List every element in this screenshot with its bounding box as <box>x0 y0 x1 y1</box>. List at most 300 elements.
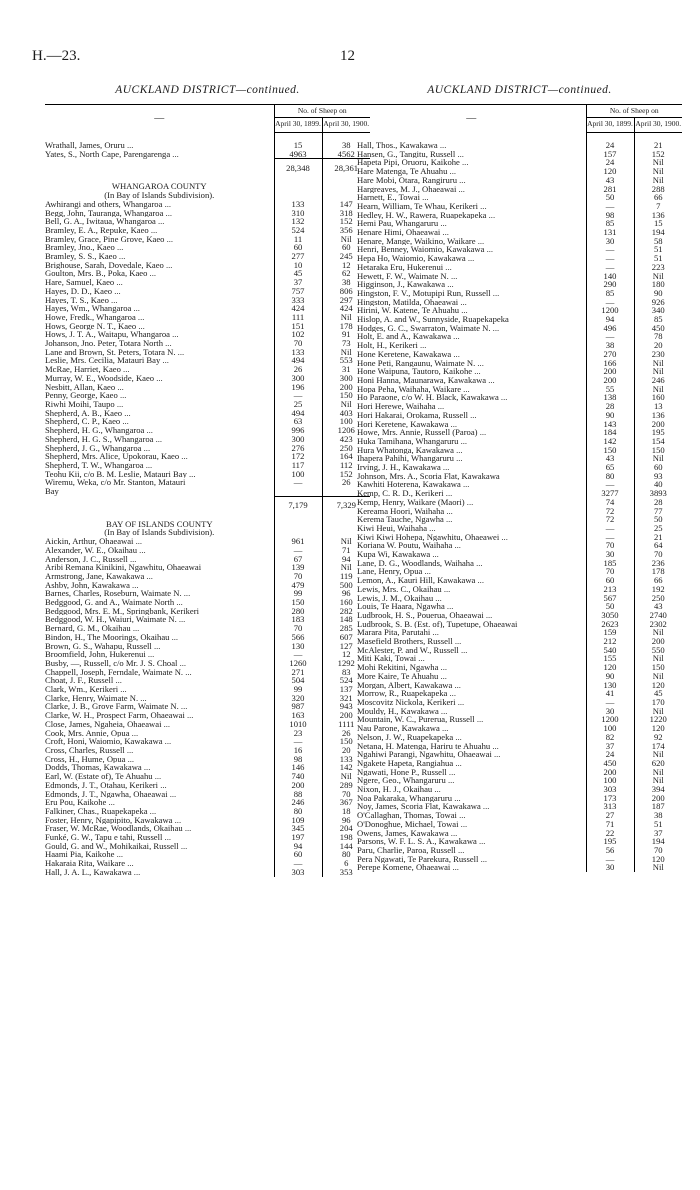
sheep-1900: Nil <box>634 750 682 759</box>
owner-name-text: Hayes, T. S., Kaeo <box>45 295 109 305</box>
leader-dots: ... <box>444 506 453 516</box>
table-row <box>45 478 370 487</box>
leader-dots: ... <box>182 824 192 834</box>
table-row <box>45 322 370 331</box>
leader-dots: ... <box>491 750 501 759</box>
total-label <box>45 496 274 512</box>
sheep-1899: 38 <box>586 341 634 350</box>
leader-dots: ... <box>143 460 153 470</box>
district-heading: AUCKLAND DISTRICT—continued. <box>427 84 612 96</box>
table-row <box>357 811 682 820</box>
owner-name <box>357 437 586 446</box>
sheep-1900: 83 <box>322 668 370 677</box>
owner-name-text: Holt, H., Kerikeri <box>357 341 418 350</box>
leader-dots: ... <box>443 489 453 498</box>
sheep-1899: — <box>586 245 634 254</box>
table-row <box>357 185 682 194</box>
sheep-1899: 15 <box>274 141 322 150</box>
table-row <box>45 252 370 261</box>
owner-name <box>45 772 274 781</box>
sheep-1900: Nil <box>634 654 682 663</box>
name-column-header: — <box>357 105 586 133</box>
leader-dots: ... <box>437 141 447 150</box>
owner-name-text: Lane, D. G., Woodlands, Waihaha <box>357 558 474 568</box>
owner-name <box>45 209 274 218</box>
sheep-1900: 94 <box>322 555 370 564</box>
table-row <box>45 842 370 851</box>
sheep-1899: 246 <box>274 798 322 807</box>
sheep-1900: 500 <box>322 581 370 590</box>
sheep-1900: 62 <box>322 269 370 278</box>
leader-dots: ... <box>458 819 468 829</box>
sheep-1899: 43 <box>586 176 634 185</box>
sheep-1900: Nil <box>322 313 370 322</box>
owner-name-text: Lewis, Mrs. C., Okaihau <box>357 584 442 594</box>
owner-name <box>357 524 586 533</box>
leader-dots: ... <box>163 260 173 270</box>
owner-name-text: Hepa Ho, Waiomio, Kawakawa <box>357 254 466 263</box>
owner-name-text: Broomfield, John, Hukerenui <box>45 650 146 659</box>
sheep-1900: 192 <box>634 585 682 594</box>
owner-name <box>357 211 586 220</box>
sheep-1900: 150 <box>322 737 370 746</box>
sheep-1899: — <box>274 737 322 746</box>
sheep-1899: 142 <box>586 437 634 446</box>
owner-name <box>45 470 274 479</box>
leader-dots: ... <box>448 271 458 281</box>
sheep-1899: 494 <box>274 356 322 365</box>
owner-name-text: Hayes, D. D., Kaeo <box>45 286 113 296</box>
leader-dots: ... <box>473 558 483 568</box>
table-row <box>45 417 370 426</box>
owner-name-text: Pera Ngawati, Te Parekura, Russell <box>357 854 479 864</box>
owner-name <box>357 324 586 333</box>
table-row <box>357 428 682 437</box>
sheep-1899: 961 <box>274 537 322 546</box>
leader-dots: ... <box>444 602 454 611</box>
sheep-1899: 111 <box>274 313 322 322</box>
table-row <box>357 724 682 733</box>
leader-dots: ... <box>144 426 153 435</box>
table-row <box>45 339 370 348</box>
owner-name-text: Hewett, F. W., Waimate N. <box>357 271 449 281</box>
sheep-1899: 90 <box>586 672 634 681</box>
owner-name <box>357 454 586 463</box>
leader-dots: ... <box>459 158 469 168</box>
leader-dots: ... <box>445 280 454 289</box>
owner-name-text: Edmonds, J. T., Ngawha, Ohaeawai <box>45 789 168 799</box>
spacer-row <box>357 133 682 142</box>
owner-name <box>357 733 586 742</box>
sheep-1900: 70 <box>322 790 370 799</box>
table-row <box>357 646 682 655</box>
sheep-1899: 200 <box>586 768 634 777</box>
owner-name-text: Hare Matenga, Te Ahuahu <box>357 167 448 176</box>
owner-name <box>357 515 586 524</box>
sheep-1900: 136 <box>634 411 682 420</box>
leader-dots: ... <box>169 632 179 642</box>
owner-name <box>45 781 274 790</box>
leader-dots: ... <box>438 663 447 672</box>
table-row <box>45 755 370 764</box>
sheep-1900: 60 <box>634 463 682 472</box>
sheep-1900: 174 <box>634 742 682 751</box>
sheep-1900: 21 <box>634 141 682 150</box>
owner-name <box>45 417 274 426</box>
owner-name-text: Higginson, J., Kawakawa <box>357 280 446 289</box>
sheep-1900: Nil <box>634 776 682 785</box>
sheep-1900: 926 <box>634 298 682 307</box>
leader-dots: ... <box>448 828 458 838</box>
sheep-group-header: No. of Sheep on <box>586 105 682 118</box>
leader-dots: ... <box>137 545 146 555</box>
leader-dots: ... <box>452 680 461 690</box>
sheep-1899: 150 <box>274 598 322 607</box>
leader-dots: ... <box>162 833 171 842</box>
table-row <box>357 298 682 307</box>
owner-name-text: Bedggood, W. H., Waiuri, Waimate N. <box>45 615 177 625</box>
sheep-1900: 70 <box>634 846 682 855</box>
sheep-1900: 85 <box>634 315 682 324</box>
sheep-1899 <box>274 487 322 496</box>
table-row <box>45 833 370 842</box>
sheep-1899: 102 <box>274 330 322 339</box>
owner-name <box>45 555 274 564</box>
owner-name-text: Bell, G. A., Iwitaua, Whangaroa <box>45 217 156 226</box>
owner-name <box>357 298 586 307</box>
sheep-1900: Nil <box>322 348 370 357</box>
table-row <box>357 254 682 263</box>
table-row <box>45 269 370 278</box>
owner-name <box>357 193 586 202</box>
owner-name <box>357 855 586 864</box>
leader-dots: ... <box>125 754 135 764</box>
leader-dots: ... <box>163 339 172 348</box>
table-row <box>357 794 682 803</box>
leader-dots: ... <box>114 243 124 253</box>
owner-name-text: Riwhi Moihi, Taupo <box>45 399 115 409</box>
table-row <box>45 461 370 470</box>
table-row <box>45 729 370 738</box>
sheep-1899: 1200 <box>586 715 634 724</box>
owner-name-text: Hori Herewe, Waihaha <box>357 402 436 411</box>
sheep-1899: 60 <box>274 243 322 252</box>
owner-name-text: Alexander, W. E., Okaihau <box>45 545 138 555</box>
table-row <box>45 487 370 496</box>
leader-dots: ... <box>122 408 131 418</box>
owner-name <box>357 167 586 176</box>
leader-dots: ... <box>162 199 172 209</box>
leader-dots: ... <box>115 382 124 392</box>
owner-name-text: Howe, Fredk., Whangaroa <box>45 312 136 322</box>
owner-name <box>357 698 586 707</box>
spacer-cell <box>357 133 586 142</box>
leader-dots: ... <box>151 641 161 651</box>
table-row <box>45 287 370 296</box>
owner-name <box>45 668 274 677</box>
table-row <box>45 435 370 444</box>
owner-name-text: Hedley, H. W., Rawera, Ruapekapeka <box>357 210 487 220</box>
sheep-1900: 137 <box>322 685 370 694</box>
leader-dots: ... <box>167 789 177 799</box>
sheep-1899: 132 <box>274 217 322 226</box>
spacer-row <box>45 512 370 520</box>
sheep-1899: 184 <box>586 428 634 437</box>
table-row <box>45 365 370 374</box>
owner-name <box>45 287 274 296</box>
name-column-header: — <box>45 105 274 133</box>
sheep-1900: 92 <box>634 733 682 742</box>
sheep-1899: — <box>274 391 322 400</box>
owner-name <box>45 624 274 633</box>
leader-dots: ... <box>430 550 439 559</box>
table-row <box>45 859 370 868</box>
owner-name-text: Shepherd, Mrs. Alice, Upokorau, Kaeo <box>45 452 180 461</box>
col-1899-header: April 30, 1899. <box>586 118 634 133</box>
sheep-1900: 353 <box>322 868 370 877</box>
sheep-1899: — <box>274 859 322 868</box>
owner-name-text: Yates, S., North Cape, Parengarenga <box>45 149 171 159</box>
leader-dots: ... <box>124 745 134 755</box>
owner-name <box>45 642 274 651</box>
table-row <box>45 374 370 383</box>
table-row <box>357 202 682 211</box>
sheep-1900: 26 <box>322 478 370 487</box>
table-row <box>357 454 682 463</box>
owner-name <box>45 339 274 348</box>
sheep-1900: 66 <box>634 193 682 202</box>
leader-dots: ... <box>174 598 183 607</box>
owner-name-text: Begg, John, Tauranga, Whangaroa <box>45 208 164 218</box>
sheep-1900: 127 <box>322 642 370 651</box>
sheep-1899: 146 <box>274 763 322 772</box>
owner-name-text: Ngakete Hapeta, Rangiahua <box>357 758 454 768</box>
leader-dots: ... <box>448 419 457 429</box>
sheep-1899: 4963 <box>274 150 322 159</box>
owner-name-text: Lane, Henry, Opua <box>357 567 423 577</box>
sheep-1899: 494 <box>274 409 322 418</box>
owner-name-text: Howe, Mrs. Annie, Russell (Paroa) <box>357 428 478 437</box>
owner-name <box>357 254 586 263</box>
sheep-1899: — <box>586 855 634 864</box>
leader-dots: ... <box>498 393 508 403</box>
leader-dots: ... <box>475 236 485 246</box>
sheep-1900: Nil <box>634 158 682 167</box>
owner-name-text: Irving, J. H., Kawakawa <box>357 463 441 472</box>
table-row <box>357 707 682 716</box>
sheep-1900: 356 <box>322 226 370 235</box>
leader-dots: ... <box>170 149 179 159</box>
table-row <box>357 637 682 646</box>
owner-name <box>45 252 274 261</box>
owner-name-text: Close, James, Ngaheia, Ohaeawai <box>45 719 162 729</box>
leader-dots: ... <box>169 330 179 340</box>
leader-dots: ... <box>108 295 118 305</box>
table-row <box>45 572 370 581</box>
sheep-1900: 450 <box>634 324 682 333</box>
sheep-1900: Nil <box>634 672 682 681</box>
sheep-1899: 151 <box>274 322 322 331</box>
leader-dots: ... <box>490 741 499 751</box>
owner-name <box>45 235 274 244</box>
sheep-1900: 6 <box>322 859 370 868</box>
table-row <box>357 158 682 167</box>
sheep-1899: 65 <box>586 463 634 472</box>
sheep-1900: Nil <box>322 563 370 572</box>
sheep-1899: 130 <box>586 681 634 690</box>
owner-name-text: Hapeta Pipi, Oruoru, Kaikohe <box>357 158 460 168</box>
owner-name-text: Cross, H., Hume, Opua <box>45 754 126 764</box>
owner-name-text: Hura Whatonga, Kawakawa <box>357 445 454 455</box>
table-row <box>357 376 682 385</box>
table-row <box>45 304 370 313</box>
sheep-1900: 120 <box>634 724 682 733</box>
owner-name <box>357 620 586 629</box>
owner-name <box>45 452 274 461</box>
table-row <box>357 280 682 289</box>
sheep-1899: 290 <box>586 280 634 289</box>
owner-name <box>45 824 274 833</box>
table-row <box>45 261 370 270</box>
leader-dots: ... <box>114 278 123 287</box>
table-row <box>357 559 682 568</box>
sheep-1899: 60 <box>586 576 634 585</box>
owner-name <box>357 428 586 437</box>
leader-dots: ... <box>435 402 445 411</box>
sheep-1899: — <box>586 254 634 263</box>
leader-dots: ... <box>440 463 450 472</box>
owner-name <box>45 798 274 807</box>
sheep-1899: 11 <box>274 235 322 244</box>
owner-name <box>45 650 274 659</box>
leader-dots: ... <box>179 452 188 461</box>
sheep-1899: 212 <box>586 637 634 646</box>
leader-dots: ... <box>113 676 122 686</box>
owner-name-text: Hows, George N. T., Kaeo <box>45 321 137 331</box>
leader-dots: ... <box>178 702 188 712</box>
leader-dots: ... <box>477 428 487 437</box>
sheep-1899: 85 <box>586 219 634 228</box>
owner-name <box>45 763 274 772</box>
table-row <box>357 837 682 846</box>
owner-name <box>45 426 274 435</box>
table-row <box>357 776 682 785</box>
table-row <box>357 263 682 272</box>
sheep-1899: 155 <box>586 654 634 663</box>
table-row <box>45 209 370 218</box>
owner-name-text: Miti Kaki, Towai <box>357 654 417 664</box>
owner-name-text: Morgan, Albert, Kawakawa <box>357 680 453 690</box>
owner-name <box>357 846 586 855</box>
sheep-1900: 200 <box>634 420 682 429</box>
subdivision-row <box>45 528 370 537</box>
sheep-1899: 117 <box>274 461 322 470</box>
leader-dots: ... <box>181 589 191 599</box>
owner-name <box>45 868 274 877</box>
table-row <box>357 541 682 550</box>
sheep-1900: 236 <box>634 559 682 568</box>
owner-name-text: Goulton, Mrs. B., Poka, Kaeo <box>45 269 148 279</box>
sheep-1900: 230 <box>634 350 682 359</box>
owner-name <box>45 859 274 868</box>
sheep-1899: 183 <box>274 615 322 624</box>
sheep-1899: 99 <box>274 589 322 598</box>
owner-name <box>357 350 586 359</box>
owner-name <box>45 478 274 487</box>
owner-name-text: Hemi Pau, Whangaruru <box>357 219 439 229</box>
table-row <box>357 689 682 698</box>
table-row <box>357 437 682 446</box>
owner-name <box>357 219 586 228</box>
leader-dots: ... <box>490 288 500 298</box>
sheep-1900: 20 <box>322 746 370 755</box>
owner-name-text: Honi Hanna, Maunarawa, Kawakawa <box>357 375 487 385</box>
table-row <box>45 278 370 287</box>
sheep-1900: 26 <box>322 729 370 738</box>
table-row <box>357 446 682 455</box>
table-row <box>45 313 370 322</box>
owner-name <box>357 863 586 872</box>
leader-dots: ... <box>163 208 172 218</box>
owner-name <box>45 633 274 642</box>
leader-dots: ... <box>472 367 481 376</box>
sheep-1899: 213 <box>586 585 634 594</box>
sheep-1899: 163 <box>274 711 322 720</box>
leader-dots: ... <box>416 654 425 664</box>
leader-dots: ... <box>175 347 185 357</box>
sheep-1899: 90 <box>586 411 634 420</box>
table-row <box>357 489 682 498</box>
sheep-1899: 80 <box>586 472 634 481</box>
sheep-1900: 200 <box>634 794 682 803</box>
owner-name-text: Kawhiti Hoterena, Kawakawa <box>357 480 461 490</box>
leader-dots: ... <box>460 480 470 490</box>
table-row <box>357 367 682 376</box>
owner-name <box>45 243 274 252</box>
sheep-1899: 740 <box>274 772 322 781</box>
table-row <box>45 141 370 150</box>
sheep-1900: 321 <box>322 694 370 703</box>
leader-dots: ... <box>453 454 463 464</box>
table-row <box>45 676 370 685</box>
table-row <box>357 498 682 507</box>
owner-name <box>357 489 586 498</box>
table-row <box>45 781 370 790</box>
leader-dots: ... <box>172 815 182 825</box>
table-row <box>357 628 682 637</box>
table-row <box>45 546 370 555</box>
sheep-1900: 178 <box>322 322 370 331</box>
leader-dots: ... <box>162 737 172 746</box>
col-1900-header: April 30, 1900. <box>322 118 370 133</box>
leader-dots: ... <box>160 356 169 366</box>
owner-name-text: Earl, W. (Estate of), Te Ahuahu <box>45 772 153 781</box>
sheep-1899: 200 <box>586 376 634 385</box>
owner-name <box>357 228 586 237</box>
leader-dots: ... <box>117 391 127 400</box>
sheep-1899: 270 <box>586 350 634 359</box>
table-row <box>45 555 370 564</box>
sheep-1899: 1010 <box>274 720 322 729</box>
owner-name-text: Aribi Remana Kinikini, Ngawhitu, Ohaeawai <box>45 563 202 572</box>
empty-cell <box>274 528 322 537</box>
leader-dots: ... <box>486 210 496 220</box>
table-row <box>45 470 370 479</box>
sheep-1900: 91 <box>322 330 370 339</box>
leader-dots: ... <box>455 149 464 159</box>
owner-name <box>45 790 274 799</box>
sheep-1900: 142 <box>322 763 370 772</box>
